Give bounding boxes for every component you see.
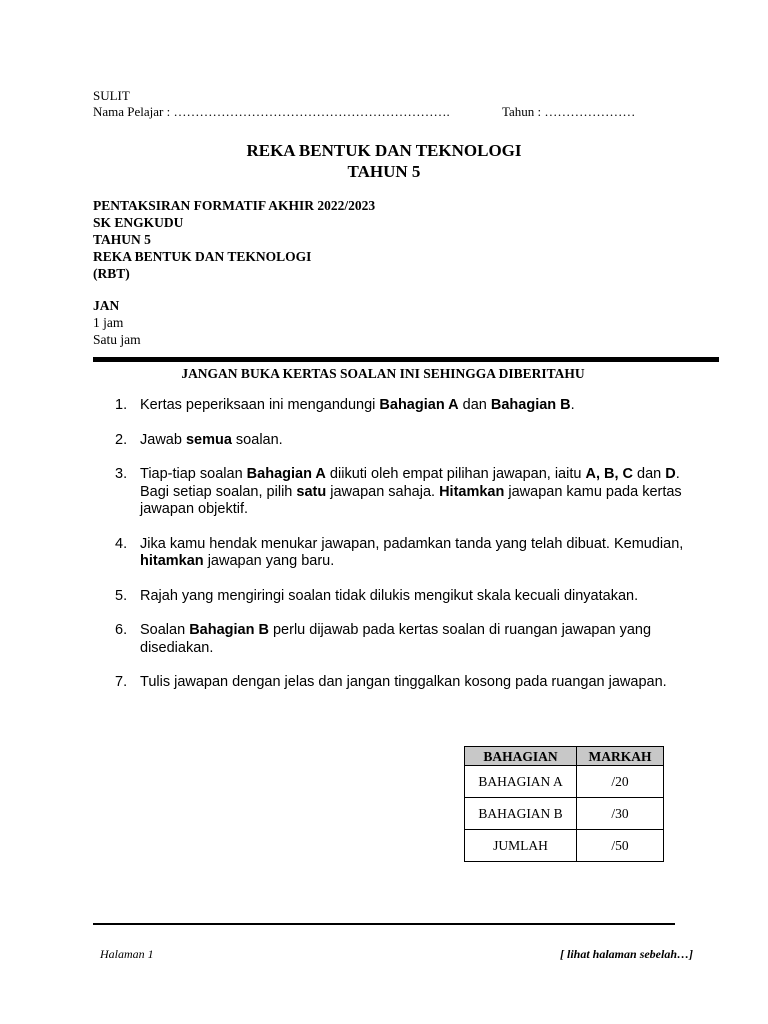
instruction-emphasis: satu xyxy=(296,483,327,500)
instruction-item xyxy=(115,674,690,692)
instruction-item xyxy=(115,622,690,657)
divider xyxy=(93,357,719,362)
instruction-text: Jawab xyxy=(140,431,186,448)
instruction-emphasis: Hitamkan xyxy=(439,483,505,500)
section-cell: JUMLAH xyxy=(465,830,577,862)
exam-duration-words: Satu jam xyxy=(93,332,141,347)
table-row xyxy=(465,830,664,862)
column-header-section: BAHAGIAN xyxy=(465,747,577,766)
exam-info-line: REKA BENTUK DAN TEKNOLOGI xyxy=(93,249,312,264)
page-title: REKA BENTUK DAN TEKNOLOGI xyxy=(246,141,522,160)
next-page-note: [ lihat halaman sebelah…] xyxy=(560,947,694,961)
instruction-emphasis: hitamkan xyxy=(140,553,204,569)
footer-divider xyxy=(93,923,675,925)
instruction-text: . xyxy=(570,397,575,413)
exam-info xyxy=(93,197,375,282)
instruction-number: 4. xyxy=(115,535,128,552)
instruction-text: jawapan kamu pada kertas jawapan objektif. xyxy=(140,483,682,517)
instruction-text: diikuti oleh empat pilihan jawapan, iaitu xyxy=(325,466,586,482)
year-field: Tahun : ………………… xyxy=(502,104,636,119)
instruction-text: Rajah yang mengiringi soalan tidak dilukis mengikut skala kecuali dinyatakan. xyxy=(140,587,639,604)
column-header-marks: MARKAH xyxy=(577,747,664,766)
instruction-text: Jika kamu hendak menukar jawapan, padamkan tanda yang telah dibuat. Kemudian, xyxy=(140,535,684,552)
instruction-text: Tiap-tiap soalan xyxy=(140,466,247,482)
section-cell: BAHAGIAN A xyxy=(465,766,577,798)
instruction-item xyxy=(115,397,690,415)
instruction-number: 7. xyxy=(115,674,128,690)
page-subtitle: TAHUN 5 xyxy=(347,162,421,181)
instruction-text: jawapan sahaja. xyxy=(326,483,440,500)
instruction-text: Tulis jawapan dengan jelas dan jangan tinggalkan kosong pada ruangan jawapan. xyxy=(140,674,667,690)
exam-info-line: PENTAKSIRAN FORMATIF AKHIR 2022/2023 xyxy=(93,198,376,213)
time-block xyxy=(93,297,141,348)
instruction-item xyxy=(115,466,690,519)
instruction-emphasis: semua xyxy=(185,431,232,448)
instruction-emphasis: D xyxy=(665,466,676,482)
student-name-field: Nama Pelajar : ………………………………………………………. xyxy=(93,104,450,119)
exam-month: JAN xyxy=(93,298,120,313)
section-cell: BAHAGIAN B xyxy=(465,798,577,830)
instruction-number: 2. xyxy=(115,431,128,448)
table-row xyxy=(465,798,664,830)
marks-cell: /20 xyxy=(577,766,664,798)
instruction-number: 6. xyxy=(115,622,128,638)
table-row xyxy=(465,766,664,798)
exam-info-line: TAHUN 5 xyxy=(93,232,151,247)
instruction-item xyxy=(115,588,690,606)
instruction-emphasis: Bahagian A xyxy=(379,397,459,413)
page-number: Halaman 1 xyxy=(100,947,154,961)
instruction-text: Soalan xyxy=(140,622,190,638)
instruction-text: dan xyxy=(633,466,666,482)
instruction-emphasis: Bahagian A xyxy=(246,466,326,482)
instruction-emphasis: A, B, C xyxy=(585,466,633,482)
instructions-list xyxy=(115,397,690,709)
instruction-text: jawapan yang baru. xyxy=(203,553,335,569)
instruction-text: soalan. xyxy=(231,431,283,448)
instruction-number: 1. xyxy=(115,397,128,413)
exam-info-line: (RBT) xyxy=(93,266,130,281)
classification-label: SULIT xyxy=(93,88,130,103)
instruction-number: 3. xyxy=(115,466,128,482)
marks-cell: /50 xyxy=(577,830,664,862)
instruction-item xyxy=(115,536,690,571)
warning-notice: JANGAN BUKA KERTAS SOALAN INI SEHINGGA DIBERITAHU xyxy=(181,366,585,381)
instruction-emphasis: Bahagian B xyxy=(490,397,571,413)
instruction-text: perlu dijawab pada kertas soalan di ruangan jawapan yang disediakan. xyxy=(140,622,652,656)
marks-table xyxy=(464,746,664,862)
table-header-row xyxy=(465,747,664,766)
marks-cell: /30 xyxy=(577,798,664,830)
instruction-item xyxy=(115,432,690,450)
exam-duration: 1 jam xyxy=(93,315,124,330)
instruction-text: . Bagi setiap soalan, pilih xyxy=(140,466,680,500)
exam-info-line: SK ENGKUDU xyxy=(93,215,184,230)
instruction-emphasis: Bahagian B xyxy=(189,622,269,638)
instruction-number: 5. xyxy=(115,587,128,604)
instruction-text: Kertas peperiksaan ini mengandungi xyxy=(140,397,380,413)
instruction-text: dan xyxy=(458,397,491,413)
